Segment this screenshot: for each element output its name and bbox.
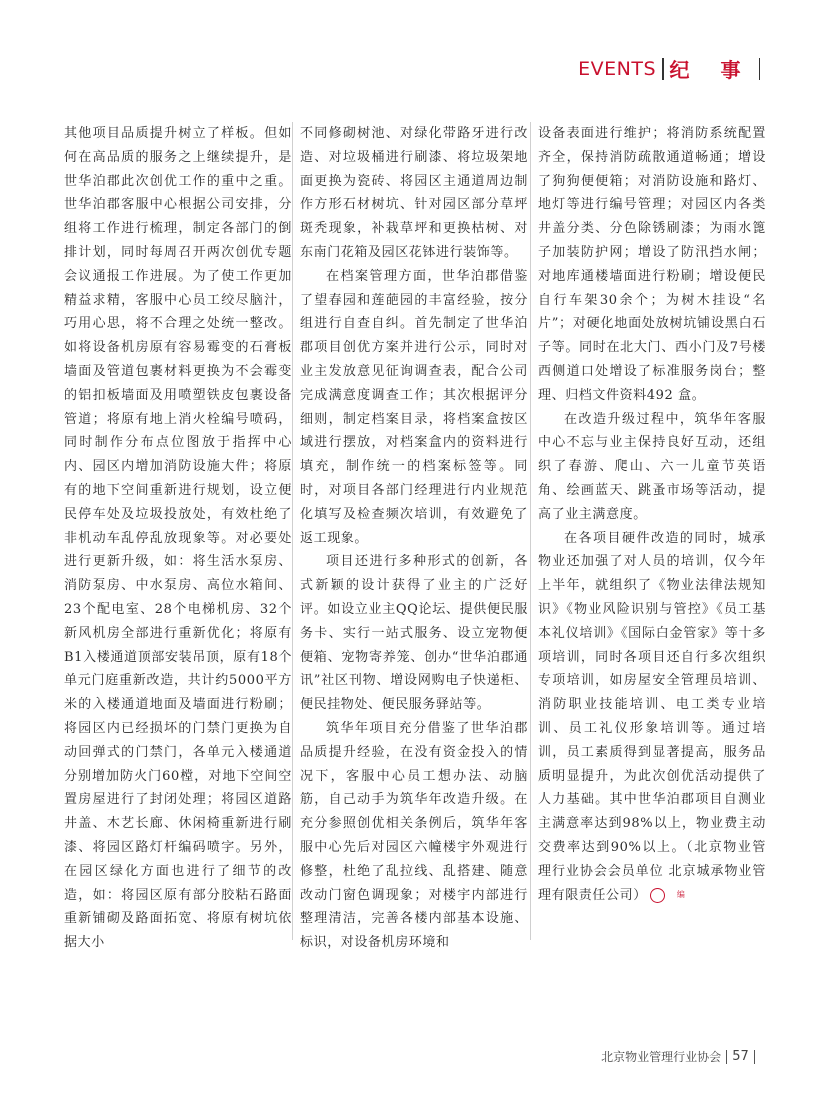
paragraph: 其他项目品质提升树立了样板。但如何在高品质的服务之上继续提升，是世华泊郡此次创优工作的重中之重。世华泊郡客服中心根据公司安排，分组将工作进行梳理，制定各部门的倒排计划，同时每周召开两次创优专题会议通报工作进展。为了使工作更加精益求精，客服中心员工绞尽脑汁，巧用心思，将不合理之处统一整改。如将设备机房原有容易霉变的石膏板墙面及管道包裹材料更换为不会霉变的铝扣板墙面及用喷塑铁皮包裹设备管道；将原有地上消火栓编号喷码，同时制作分布点位图放于指挥中心内、园区内增加消防设施大件；将原有的地下空间重新进行规划，设立便民停车处及垃圾投放处，有效杜绝了非机动车乱停乱放现象等。对必要处进行更新升级，如：将生活水泵房、消防泵房、中水泵房、高位水箱间、23个配电室、28个电梯机房、32个新风机房全部进行重新优化；将原有B1入楼通道顶部安装吊顶，原有18个单元门庭重新改造，共计约5000平方米的入楼通道地面及墙面进行粉刷；将园区内已经损坏的门禁门更换为自动回弹式的门禁门，各单元入楼通道分别增加防火门60樘，对地下空间空置房屋进行了封闭处理；将园区道路井盖、木艺长廊、休闲椅重新进行刷漆、将园区路灯杆编码喷字。另外，在园区绿化方面也进行了细节的改造，如：将园区原有部分胶粘石路面重新铺砌及路面拓宽、将原有树坑依据大小	[64, 126, 292, 951]
column-divider	[530, 122, 531, 940]
paragraph: 在改造升级过程中，筑华年客服中心不忘与业主保持良好互动，还组织了春游、爬山、六一儿童节英语角、绘画蓝天、跳蚤市场等活动，提高了业主满意度。	[538, 411, 766, 522]
header-divider-right	[759, 58, 761, 80]
column-divider	[292, 122, 293, 940]
page-number: 57	[732, 1049, 749, 1064]
paragraph: 不同修砌树池、对绿化带路牙进行改造、对垃圾桶进行刷漆、将垃圾架地面更换为瓷砖、将园区主通道周边制作方形石材树坑、针对园区部分草坪斑秃现象，补栽草坪和更换枯树、对东南门花箱及园区花钵进行装饰等。	[300, 126, 528, 260]
paragraph: 项目还进行多种形式的创新，各式新颖的设计获得了业主的广泛好评。如设立业主QQ论坛、提供便民服务卡、实行一站式服务、设立宠物便便箱、宠物寄养笼、创办“世华泊郡通讯”社区刊物、增设网购电子快递柜、便民挂物处、便民服务驿站等。	[300, 554, 528, 713]
paragraph-final	[538, 527, 766, 908]
section-label-en: EVENTS	[578, 57, 657, 80]
article-column-1	[64, 122, 292, 955]
footer-divider-right	[754, 1050, 755, 1064]
section-header	[578, 54, 766, 83]
footer-divider	[726, 1050, 727, 1064]
page-footer	[601, 1048, 760, 1065]
footer-org: 北京物业管理行业协会	[601, 1050, 722, 1064]
article-column-2	[300, 122, 528, 955]
editor-seal-icon: 编	[650, 888, 665, 903]
paragraph: 筑华年项目充分借鉴了世华泊郡品质提升经验，在没有资金投入的情况下，客服中心员工想办法、动脑筋，自己动手为筑华年改造升级。在充分参照创优相关条例后，筑华年客服中心先后对园区六幢楼宇外观进行修整，杜绝了乱拉线、乱搭建、随意改动门窗色调现象；对楼宇内部进行整理清洁，完善各楼内部基本设施、标识，对设备机房环境和	[300, 720, 528, 951]
section-label-cn: 纪 事	[669, 58, 753, 82]
paragraph: 在档案管理方面，世华泊郡借鉴了望春园和莲葩园的丰富经验，按分组进行自查自纠。首先制定了世华泊郡项目创优方案并进行公示，同时对业主发放意见征询调查表，配合公司完成满意度调查工作；其次根据评分细则，制定档案目录，将档案盒按区域进行摆放，对档案盒内的资料进行填充，制作统一的档案标签等。同时，对项目各部门经理进行内业规范化填写及检查频次培训，有效避免了返工现象。	[300, 268, 528, 546]
paragraph-text: 在各项目硬件改造的同时，城承物业还加强了对人员的培训，仅今年上半年，就组织了《物业法律法规知识》《物业风险识别与管控》《员工基本礼仪培训》《国际白金管家》等十多项培训，同时各项目还自行多次组织专项培训，如房屋安全管理员培训、消防职业技能培训、电工类专业培训、员工礼仪形象培训等。通过培训，员工素质得到显著提高，服务品质明显提升，为此次创优活动提供了人力基础。其中世华泊郡项目自测业主满意率达到98%以上，物业费主动交费率达到90%以上。（北京物业管理行业协会会员单位 北京城承物业管理有限责任公司）	[538, 530, 766, 903]
article-column-3	[538, 122, 766, 907]
paragraph: 设备表面进行维护；将消防系统配置齐全，保持消防疏散通道畅通；增设了狗狗便便箱；对消防设施和路灯、地灯等进行编号管理；对园区内各类井盖分类、分色除锈刷漆；为雨水篦子加装防护网；增设了防汛挡水闸；对地库通楼墙面进行粉刷；增设便民自行车架30余个；为树木挂设“名片”；对硬化地面处放树坑铺设黑白石子等。同时在北大门、西小门及7号楼西侧道口处增设了标准服务岗台；整理、归档文件资料492 盒。	[538, 126, 766, 403]
header-divider	[662, 58, 664, 80]
